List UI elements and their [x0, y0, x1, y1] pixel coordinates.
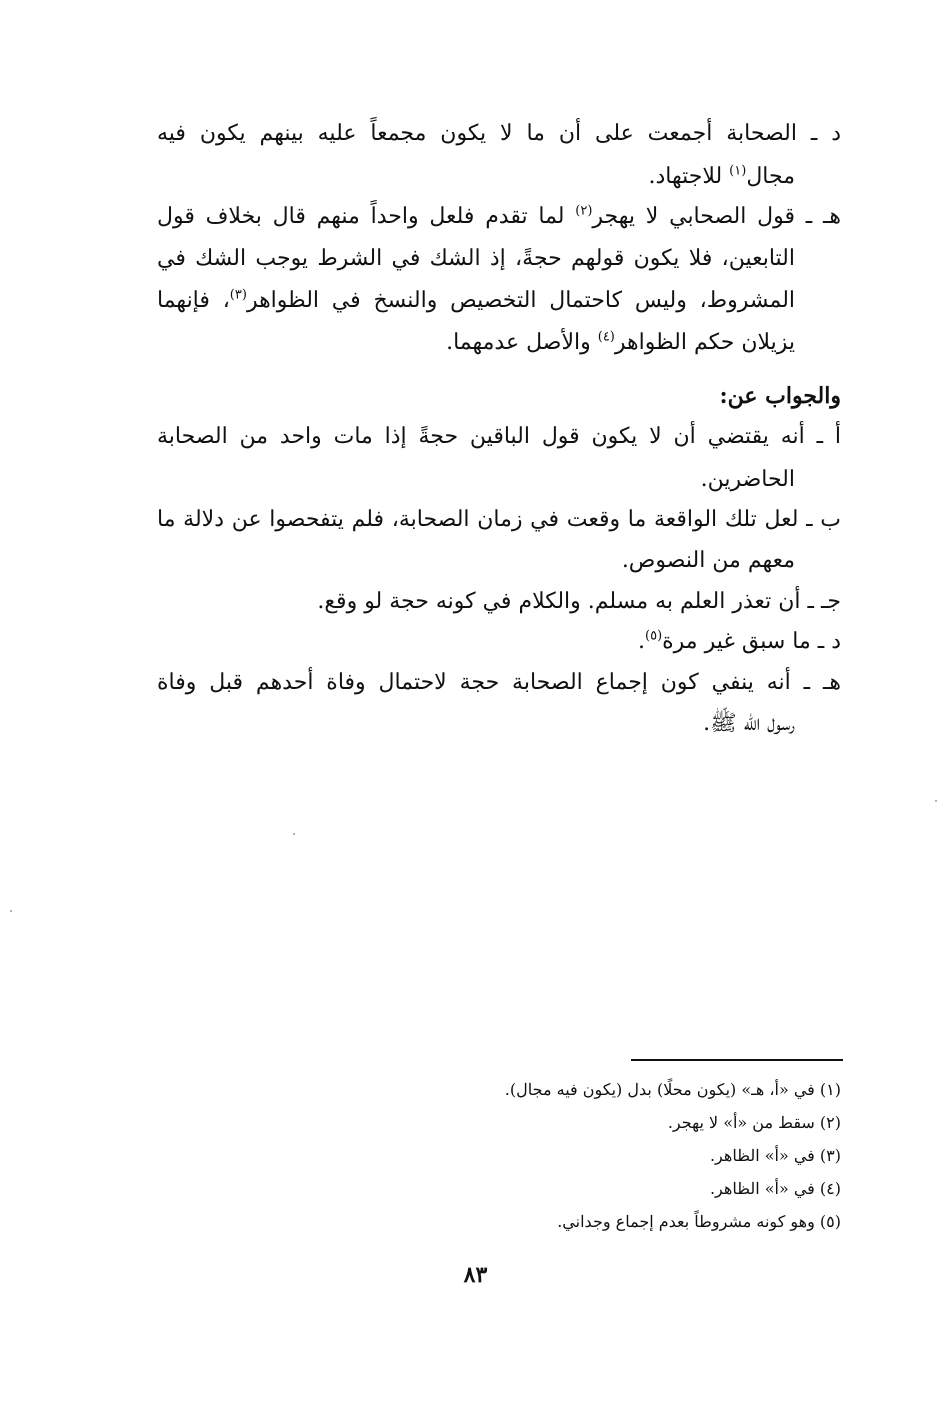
body-line: الحاضرين. [700, 467, 795, 492]
footnote-ref[interactable]: (٥) [645, 628, 663, 644]
footnote: (٣) في «أ» الظاهر. [709, 1146, 841, 1165]
footnote: (٤) في «أ» الظاهر. [709, 1179, 841, 1198]
footnote-ref[interactable]: (٤) [597, 329, 615, 345]
body-line: د ـ الصحابة أجمعت على أن ما لا يكون مجمعاً عليه بينهم يكون فيه [157, 121, 841, 146]
answer-heading: والجواب عن: [719, 383, 841, 409]
scan-speck [10, 910, 12, 912]
scan-speck [293, 833, 295, 835]
body-line: يزيلان حكم الظواهر$^{(٤)}$ والأصل عدمهما. [446, 329, 795, 355]
footnote: (٢) سقط من «أ» لا يهجر. [667, 1113, 841, 1132]
body-line: هـ ـ أنه ينفي كون إجماع الصحابة حجة لاحتمال وفاة أحدهم قبل وفاة [157, 670, 841, 695]
footnote-separator [631, 1059, 843, 1061]
footnote: (٥) وهو كونه مشروطاً بعدم إجماع وجداني. [557, 1212, 841, 1231]
body-line: جـ ـ أن تعذر العلم به مسلم. والكلام في كونه حجة لو وقع. [317, 589, 841, 614]
body-line: هـ ـ قول الصحابي لا يهجر$^{(٢)}$ لما تقدم فلعل واحداً منهم قال بخلاف قول [157, 203, 842, 229]
footnote-ref[interactable]: (٣) [229, 287, 247, 303]
footnote-ref[interactable]: (١) [729, 163, 747, 179]
footnote-ref[interactable]: (٢) [575, 203, 593, 219]
body-line: رسول الله ﷺ. [703, 711, 795, 736]
body-line: أ ـ أنه يقتضي أن لا يكون قول الباقين حجةً إذا مات واحد من الصحابة [157, 424, 841, 449]
body-line: د ـ ما سبق غير مرة$^{(٥)}$. [638, 628, 841, 654]
scan-speck [935, 800, 937, 802]
body-line: المشروط، وليس كاحتمال التخصيص والنسخ في الظواهر$^{(٣)}$، فإنهما [157, 287, 796, 313]
body-line: ب ـ لعل تلك الواقعة ما وقعت في زمان الصحابة، فلم يتفحصوا عن دلالة ما [157, 507, 841, 532]
page-number: ٨٣ [463, 1262, 488, 1288]
body-line: مجال$^{(١)}$ للاجتهاد. [648, 163, 795, 189]
footnote: (١) في «أ، هـ» (يكون محلًا) بدل (يكون فيه مجال). [504, 1080, 841, 1099]
body-line: التابعين، فلا يكون قولهم حجةً، إذ الشك في الشرط يوجب الشك في [157, 246, 795, 271]
body-line: معهم من النصوص. [621, 548, 795, 573]
